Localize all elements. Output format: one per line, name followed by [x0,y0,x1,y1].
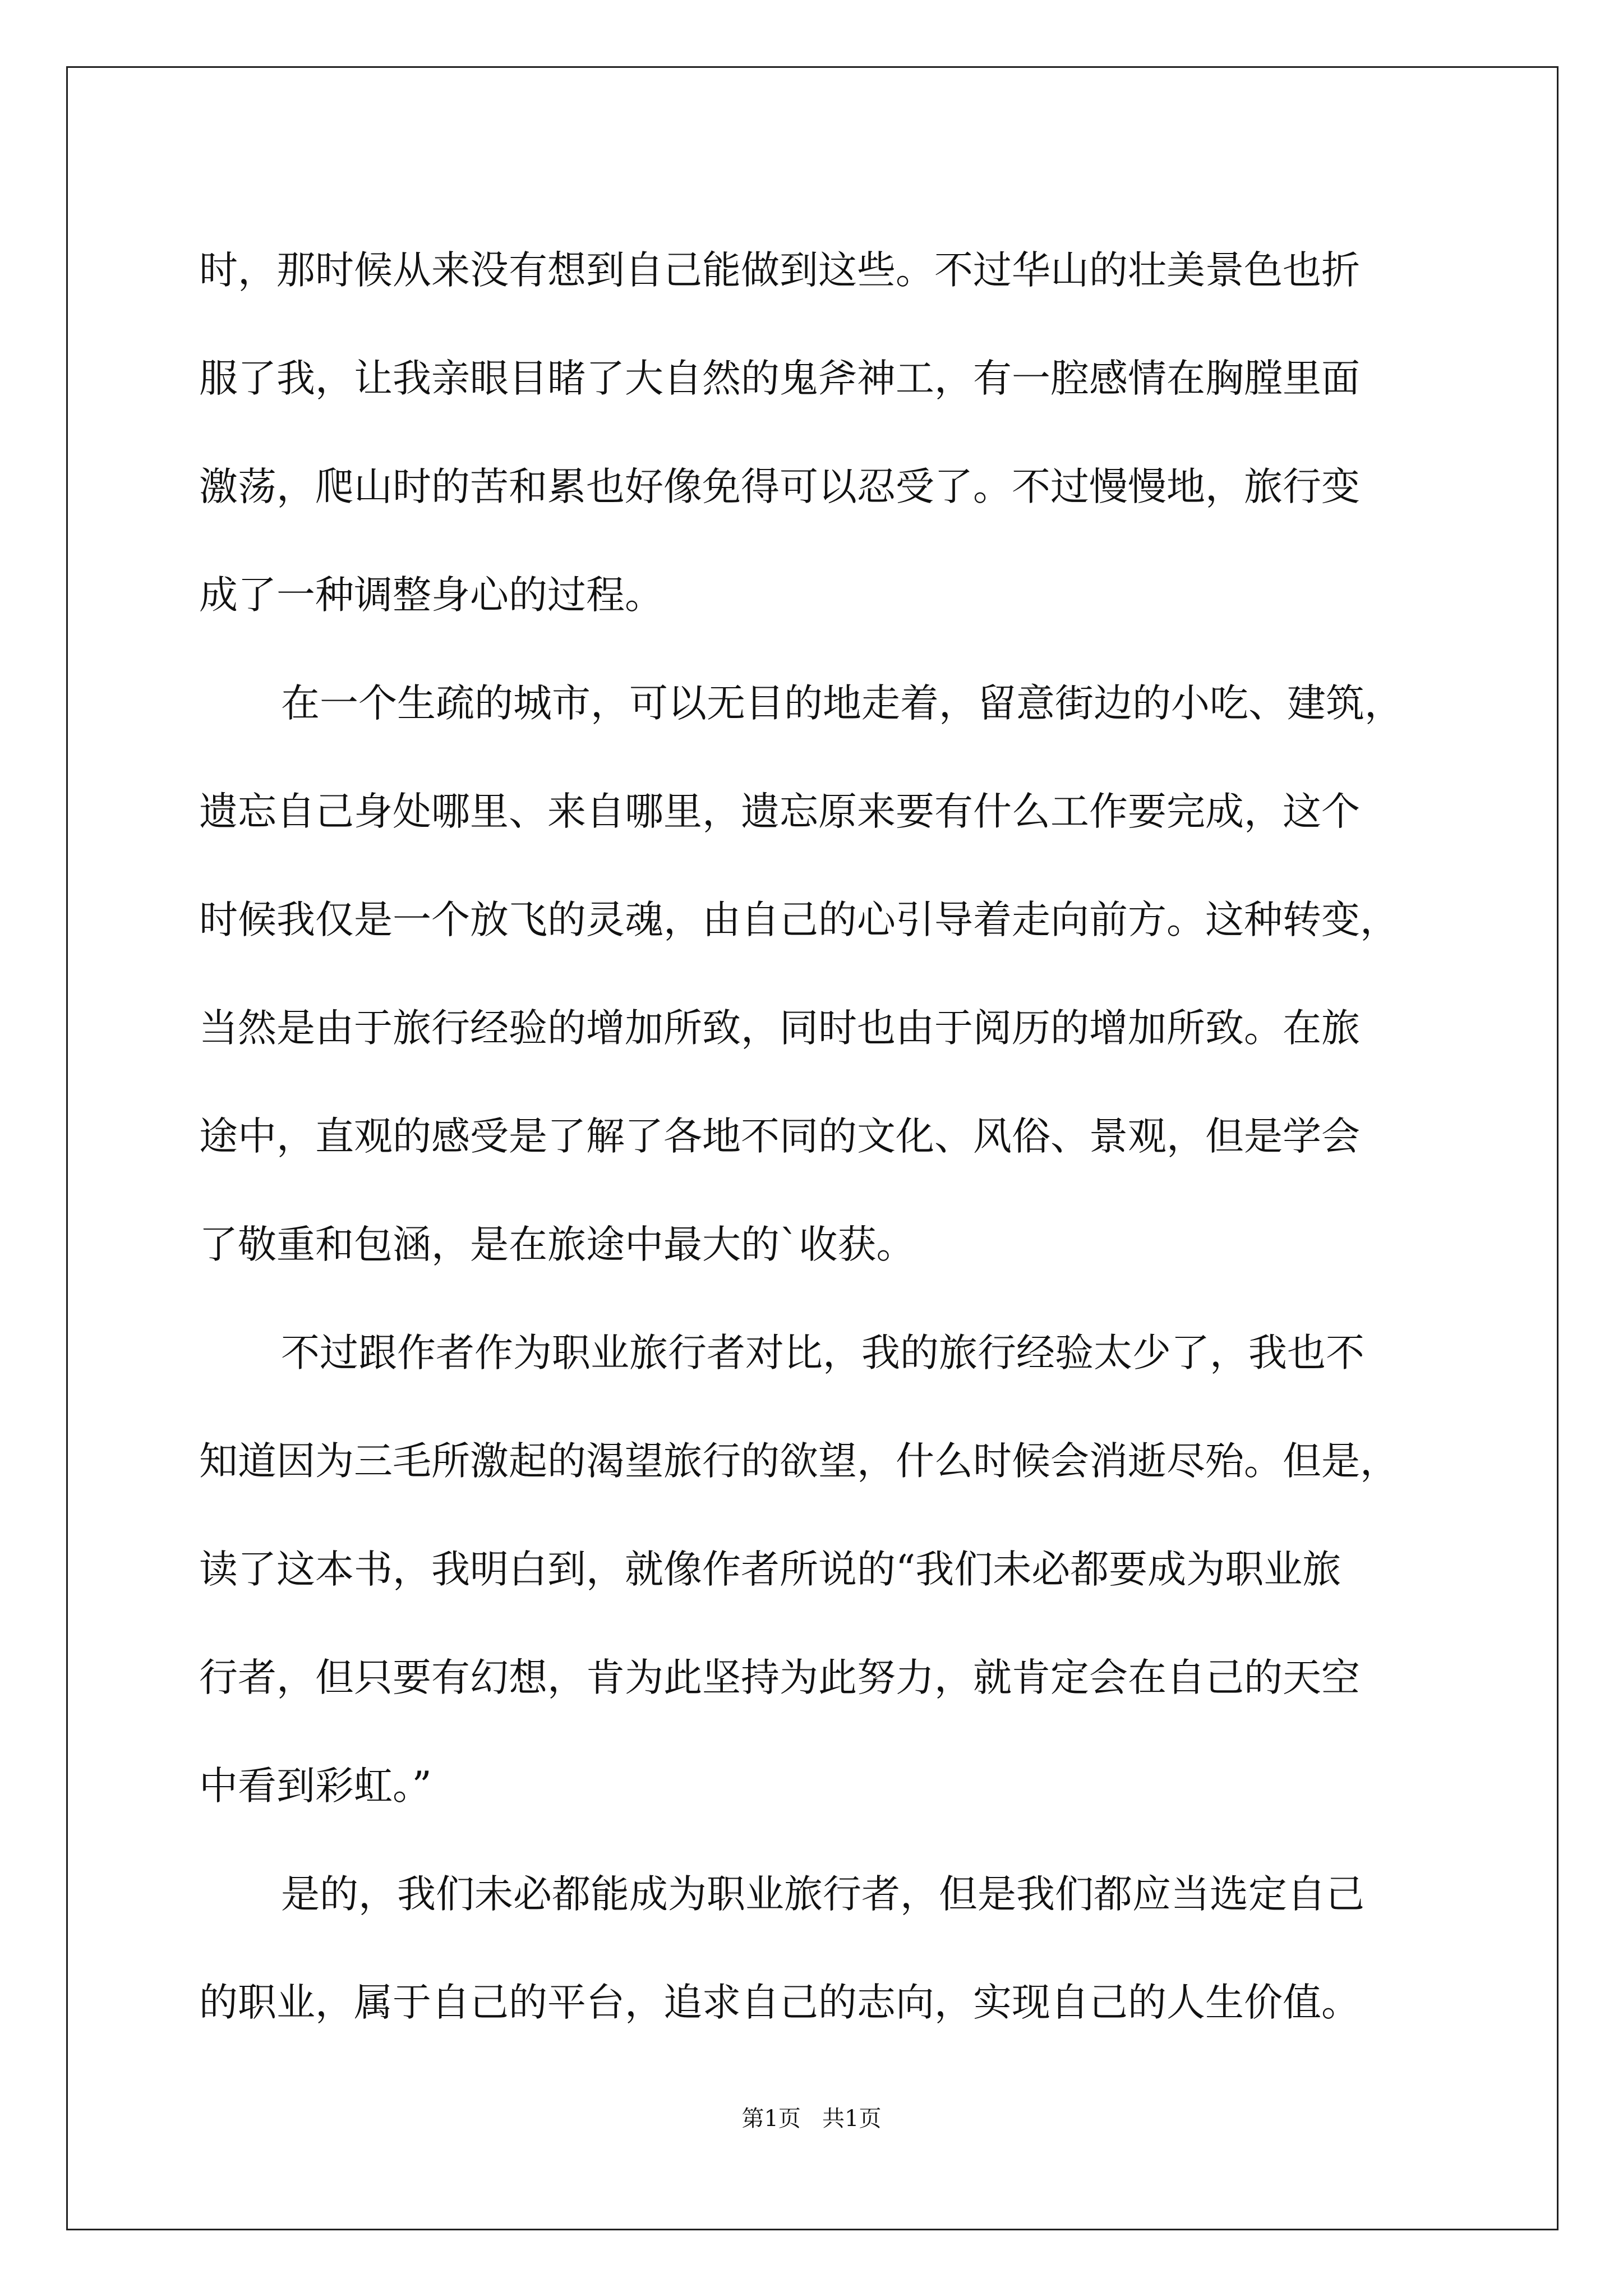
text-line: 读了这本书，我明白到，就像作者所说的“我们未必都要成为职业旅 [199,1547,1341,1592]
document-body [199,217,1467,2057]
text-line: 时候我仅是一个放飞的灵魂，由自己的心引导着走向前方。这种转变， [199,898,1399,942]
text-line: 行者，但只要有幻想，肯为此坚持为此努力，就肯定会在自己的天空 [199,1655,1360,1700]
text-line: 了敬重和包涵，是在旅途中最大的`收获。 [199,1222,915,1267]
page-footer: 第1页 共1页 [741,2106,882,2132]
text-line: 时，那时候从来没有想到自己能做到这些。不过华山的壮美景色也折 [199,248,1360,293]
text-line: 中看到彩虹。” [199,1764,432,1809]
text-line: 遗忘自己身处哪里、来自哪里，遗忘原来要有什么工作要完成，这个 [199,789,1360,834]
paragraph-start-line: 是的，我们未必都能成为职业旅行者，但是我们都应当选定自己 [281,1872,1364,1917]
text-line: 服了我，让我亲眼目睹了大自然的鬼斧神工，有一腔感情在胸膛里面 [199,356,1360,401]
text-line: 激荡，爬山时的苦和累也好像免得可以忍受了。不过慢慢地，旅行变 [199,464,1360,509]
text-line: 的职业，属于自己的平台，追求自己的志向，实现自己的人生价值。 [199,1980,1360,2025]
paragraph-start-line: 不过跟作者作为职业旅行者对比，我的旅行经验太少了，我也不 [281,1331,1364,1375]
text-line: 当然是由于旅行经验的增加所致，同时也由于阅历的增加所致。在旅 [199,1006,1360,1051]
paragraph-start-line: 在一个生疏的城市，可以无目的地走着，留意街边的小吃、建筑， [281,681,1403,726]
text-line: 途中，直观的感受是了解了各地不同的文化、风俗、景观，但是学会 [199,1114,1360,1159]
text-line: 知道因为三毛所激起的渴望旅行的欲望，什么时候会消逝尽殆。但是， [199,1439,1399,1484]
text-line: 成了一种调整身心的过程。 [199,573,663,618]
